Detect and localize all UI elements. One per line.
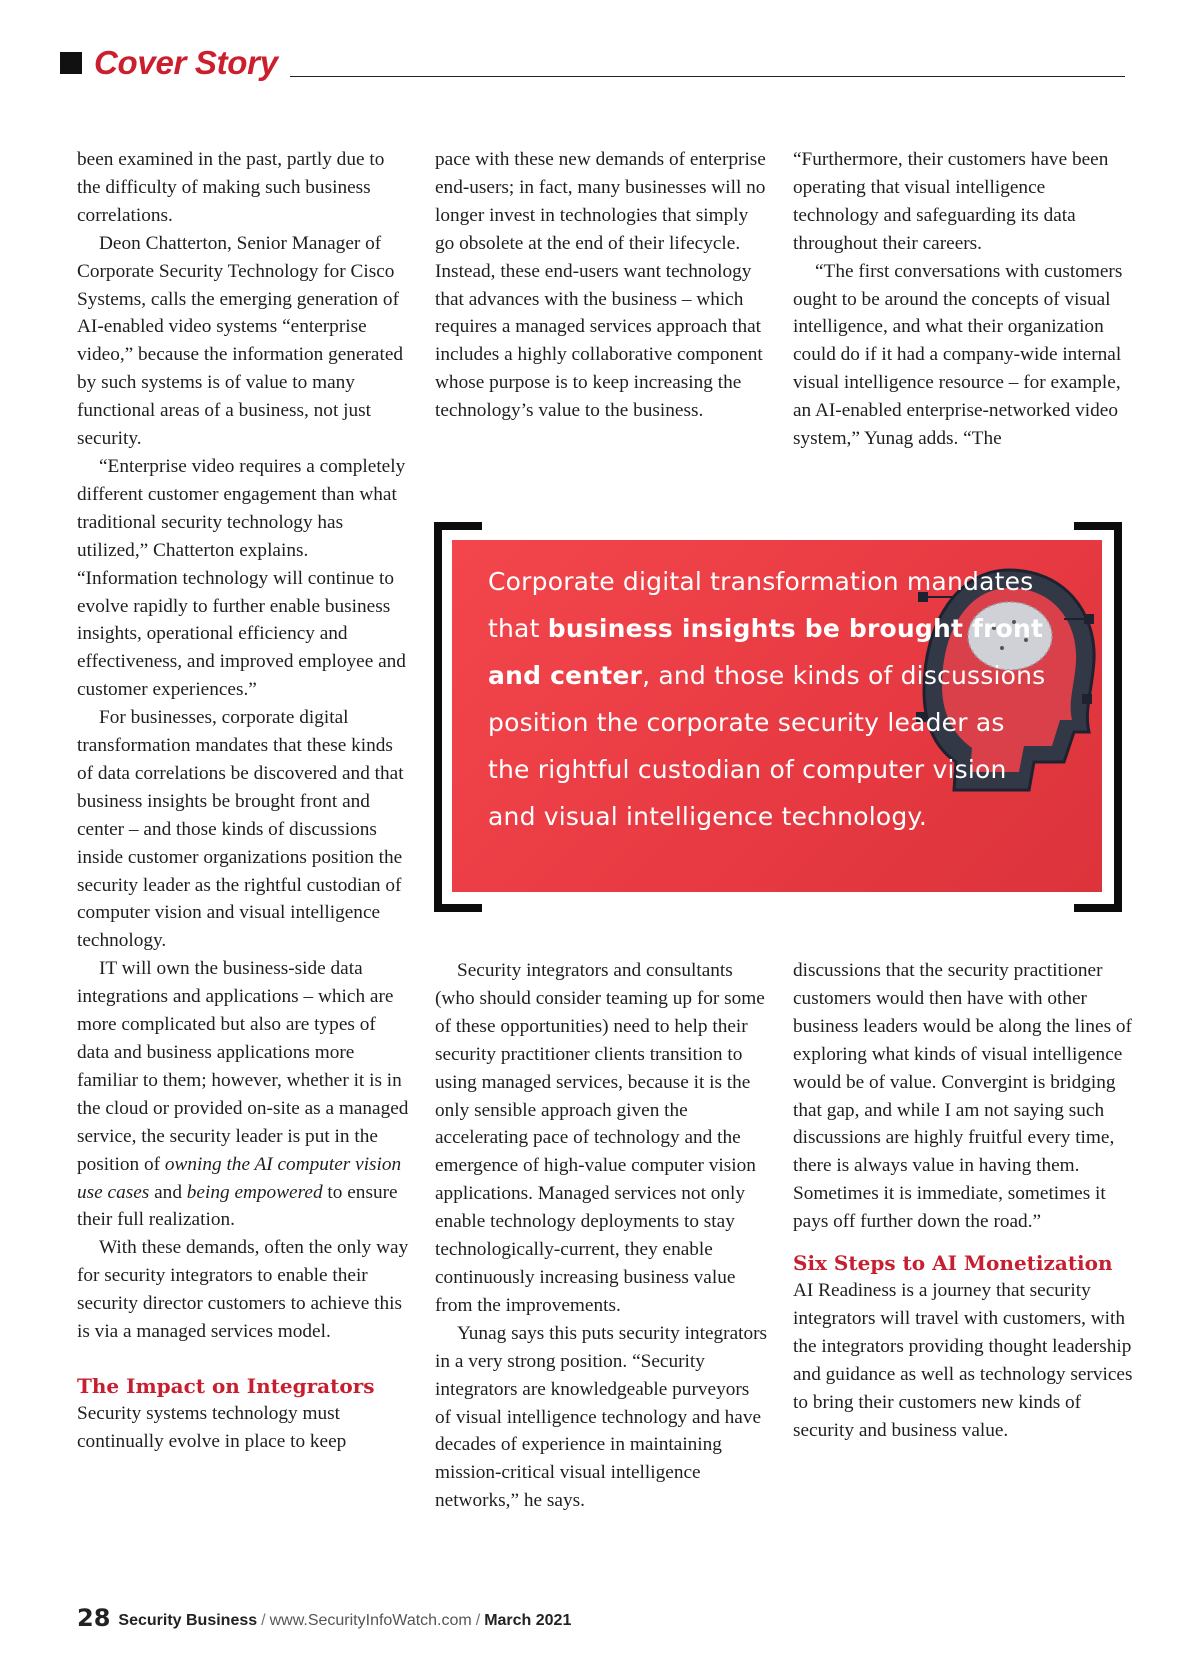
subheading: Six Steps to AI Monetization bbox=[793, 1251, 1113, 1276]
paragraph: Yunag says this puts security integrators in a very strong position. “Security integrators are knowledgeable purveyors of visual intelligence technology and have decades of experience in maintaining mission-critical visual intelligence networks,” he says. bbox=[435, 1322, 768, 1512]
paragraph: Security systems technology must continually evolve in place to keep bbox=[77, 1402, 347, 1452]
page-number: 28 bbox=[77, 1604, 111, 1632]
column-2-bottom bbox=[435, 957, 770, 1515]
bracket-left-bottom bbox=[434, 904, 482, 912]
separator: / bbox=[261, 1612, 266, 1629]
text-run: to ensure their full realization. bbox=[77, 1181, 398, 1231]
text-run: IT will own the business-side data integrations and applications – which are more complicated but also are types of data and business applications more familiar to them; however, whether it is in the cloud or provided on-site as a managed service, the security leader is put in the position of bbox=[77, 958, 409, 1175]
paragraph: “Enterprise video requires a completely different customer engagement than what traditional security technology has utilized,” Chatterton explains. “Information technology will continue to evolve rapidly to further enable business insights, operational efficiency and effectiveness, and improved employee and customer experiences.” bbox=[77, 455, 406, 701]
text-run: and bbox=[149, 1181, 187, 1203]
section-marker-square bbox=[60, 52, 82, 74]
subheading: The Impact on Integrators bbox=[77, 1373, 375, 1398]
paragraph: AI Readiness is a journey that security integrators will travel with customers, with the integrators providing thought leadership and guidance as well as technology services to bring their customers new kinds of security and business value. bbox=[793, 1280, 1133, 1441]
paragraph: With these demands, often the only way for security integrators to enable their security director customers to achieve this is via a managed services model. bbox=[77, 1237, 409, 1343]
paragraph: For businesses, corporate digital transformation mandates that these kinds of data correlations be discovered and that business insights be brought front and center – and those kinds of discussions inside customer organizations position the security leader as the rightful custodian of computer vision and visual intelligence technology. bbox=[77, 707, 404, 952]
bracket-left bbox=[434, 522, 442, 912]
column-3-top bbox=[793, 146, 1133, 453]
column-2-top bbox=[435, 146, 770, 425]
emphasis-text: being empowered bbox=[186, 1181, 323, 1203]
bracket-right-bottom bbox=[1074, 904, 1122, 912]
page-footer bbox=[77, 1604, 571, 1632]
emphasis-text: owning the AI computer vision use cases bbox=[77, 1153, 402, 1203]
publication-name: Security Business bbox=[118, 1612, 258, 1629]
separator: / bbox=[475, 1612, 481, 1629]
bracket-right bbox=[1114, 522, 1122, 912]
column-3-bottom bbox=[793, 957, 1133, 1445]
bracket-right-top bbox=[1074, 522, 1122, 530]
paragraph: Security integrators and consultants (who should consider teaming up for some of these opportunities) need to help their security practitioner clients transition to using managed services, because it is the only sensible approach given the accelerating pace of technology and the emergence of high-value computer vision applications. Managed services not only enable technology deployments to stay technologically-current, they enable continuously increasing business value from the improvements. bbox=[435, 960, 765, 1316]
paragraph: Deon Chatterton, Senior Manager of Corporate Security Technology for Cisco Systems, calls the emerging generation of AI-enabled video systems “enterprise video,” because the information generated by such systems is of value to many functional areas of a business, not just security. bbox=[77, 232, 404, 450]
issue-date: March 2021 bbox=[484, 1612, 572, 1629]
bracket-left-top bbox=[434, 522, 482, 530]
section-title: Cover Story bbox=[94, 44, 278, 81]
pull-quote bbox=[434, 522, 1122, 912]
paragraph: pace with these new demands of enterprise end-users; in fact, many businesses will no longer invest in technologies that simply go obsolete at the end of their lifecycle. Instead, these end-users want technology that advances with the business – which requires a managed services approach that includes a highly collaborative component whose purpose is to keep increasing the technology’s value to the business. bbox=[435, 149, 766, 422]
text-run: Corporate digital transformation mandates that bbox=[488, 567, 1034, 643]
column-1 bbox=[77, 146, 409, 1456]
paragraph: “Furthermore, their customers have been operating that visual intelligence technology and safeguarding its data throughout their careers. bbox=[793, 149, 1109, 254]
text-run: , and those kinds of discussions position the corporate security leader as the rightful custodian of computer vision and visual intelligence technology. bbox=[488, 661, 1046, 831]
pull-quote-text bbox=[488, 558, 1048, 840]
paragraph: discussions that the security practitioner customers would then have with other business leaders would be along the lines of exploring what kinds of visual intelligence would be of value. Convergint is bridging that gap, and while I am not saying such discussions are highly fruitful every time, there is always value in having them. Sometimes it is immediate, sometimes it pays off further down the road.” bbox=[793, 960, 1132, 1233]
page-header bbox=[60, 46, 1125, 86]
paragraph: “The first conversations with customers ought to be around the concepts of visual intelligence, and what their organization could do if it had a company-wide internal visual intelligence resource – for example, an AI-enabled enterprise-networked video system,” Yunag adds. “The bbox=[793, 260, 1123, 450]
paragraph: been examined in the past, partly due to the difficulty of making such business correlations. bbox=[77, 149, 385, 226]
bold-text: business insights be brought front and center bbox=[488, 614, 1044, 690]
header-rule bbox=[290, 76, 1125, 77]
publication-url: www.SecurityInfoWatch.com bbox=[269, 1612, 472, 1629]
paragraph bbox=[77, 955, 409, 1234]
